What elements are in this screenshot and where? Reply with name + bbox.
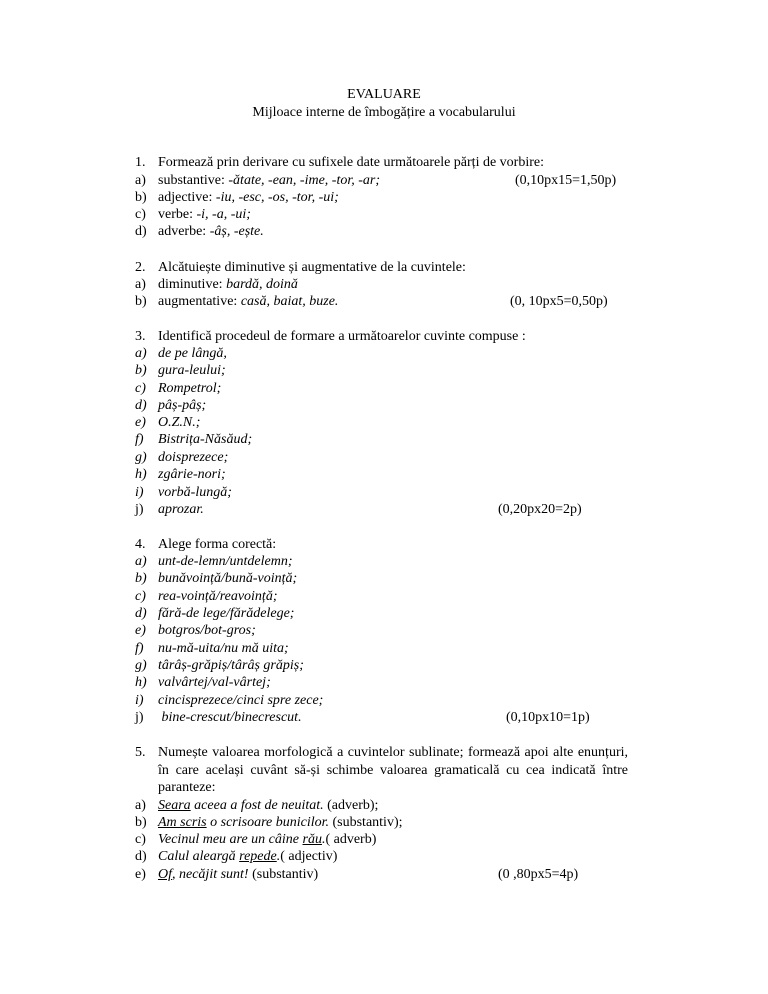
item-label: d)	[135, 606, 147, 621]
question-text: Identifică procedeul de formare a următoarelor cuvinte compuse :	[158, 329, 526, 344]
question-number: 3.	[135, 329, 146, 344]
item-label: g)	[135, 450, 147, 465]
item-text: unt-de-lemn/untdelemn;	[158, 554, 293, 569]
item-words: bardă, doină	[226, 277, 298, 292]
item-label: b)	[135, 815, 147, 830]
sentence-rest: , necăjit sunt!	[172, 867, 249, 882]
points-label: (0,10px10=1p)	[506, 710, 590, 725]
item-label: c)	[135, 589, 146, 604]
item-label: a)	[135, 173, 146, 188]
item-label: a)	[135, 277, 146, 292]
sentence-rest: o scrisoare bunicilor.	[206, 815, 329, 830]
underlined-word: Of	[158, 867, 172, 882]
item-text: fără-de lege/fărădelege;	[158, 606, 295, 621]
sentence-rest: .	[276, 849, 281, 864]
item-text: bine-crescut/binecrescut.	[158, 710, 302, 725]
underlined-word: repede	[239, 849, 277, 864]
item-text: zgârie-nori;	[158, 467, 226, 482]
item-text: doisprezece;	[158, 450, 229, 465]
item-label: f)	[135, 432, 144, 447]
item-prefix: diminutive:	[158, 277, 227, 292]
item-label: b)	[135, 363, 147, 378]
item-prefix: augmentative:	[158, 294, 241, 309]
item-text: botgros/bot-gros;	[158, 623, 256, 638]
target-value: ( adjectiv)	[280, 849, 338, 864]
item-prefix: adjective:	[158, 190, 216, 205]
item-label: a)	[135, 346, 147, 361]
target-value: ( adverb)	[325, 832, 377, 847]
item-text: vorbă-lungă;	[158, 485, 232, 500]
item-label: c)	[135, 381, 146, 396]
item-label: g)	[135, 658, 147, 673]
item-label: i)	[135, 485, 144, 500]
target-value: (adverb);	[323, 798, 379, 813]
item-label: f)	[135, 641, 144, 656]
item-label: b)	[135, 294, 147, 309]
target-value: (substantiv)	[248, 867, 319, 882]
item-text: bunăvoință/bună-voință;	[158, 571, 298, 586]
item-text: Bistrița-Năsăud;	[158, 432, 253, 447]
item-label: d)	[135, 849, 147, 864]
item-label: d)	[135, 224, 147, 239]
item-text: aprozar.	[158, 502, 204, 517]
question-number: 2.	[135, 260, 146, 275]
underlined-word: rău	[302, 832, 322, 847]
item-label: j)	[135, 502, 144, 517]
points-label: (0 ,80px5=4p)	[498, 867, 579, 882]
item-label: e)	[135, 415, 146, 430]
page-subtitle: Mijloace interne de îmbogățire a vocabularului	[252, 105, 516, 120]
question-text-line: Numește valoarea morfologică a cuvintelor sublinate; formează apoi alte enunțuri,	[158, 745, 628, 760]
sentence-start: Calul aleargă	[158, 849, 240, 864]
underlined-word: Am scris	[158, 815, 207, 830]
underlined-word: Seara	[158, 798, 191, 813]
question-number: 4.	[135, 537, 146, 552]
points-label: (0, 10px5=0,50p)	[510, 294, 608, 309]
item-prefix: substantive:	[158, 173, 229, 188]
item-text: cincisprezece/cinci spre zece;	[158, 693, 324, 708]
item-label: h)	[135, 467, 147, 482]
item-label: i)	[135, 693, 144, 708]
item-label: b)	[135, 190, 147, 205]
item-label: c)	[135, 207, 146, 222]
item-label: d)	[135, 398, 147, 413]
item-suffixes: -iu, -esc, -os, -tor, -ui;	[215, 190, 339, 205]
item-text: nu-mă-uita/nu mă uita;	[158, 641, 289, 656]
item-label: a)	[135, 798, 146, 813]
item-text: valvârtej/val-vârtej;	[158, 675, 271, 690]
question-number: 1.	[135, 155, 146, 170]
item-suffixes: -ătate, -ean, -ime, -tor, -ar;	[228, 173, 381, 188]
question-text: Alcătuiește diminutive și augmentative de la cuvintele:	[158, 260, 466, 275]
item-prefix: verbe:	[158, 207, 197, 222]
question-number: 5.	[135, 745, 146, 760]
question-text: Formează prin derivare cu sufixele date următoarele părți de vorbire:	[158, 155, 544, 170]
item-text: O.Z.N.;	[158, 415, 201, 430]
question-text: Alege forma corectă:	[158, 537, 277, 552]
sentence-rest: .	[321, 832, 326, 847]
item-suffixes: -âș, -ește.	[209, 224, 264, 239]
item-words: casă, baiat, buze.	[240, 294, 339, 309]
item-text: pâș-pâș;	[158, 398, 207, 413]
points-label: (0,10px15=1,50p)	[515, 173, 617, 188]
target-value: (substantiv);	[329, 815, 403, 830]
item-label: h)	[135, 675, 147, 690]
item-text: Rompetrol;	[158, 381, 222, 396]
item-label: a)	[135, 554, 147, 569]
item-text: de pe lângă,	[158, 346, 227, 361]
item-label: j)	[135, 710, 144, 725]
item-text: târâș-grăpiș/târâș grăpiș;	[158, 658, 304, 673]
item-label: e)	[135, 623, 146, 638]
item-text: gura-leului;	[158, 363, 226, 378]
sentence-rest: aceea a fost de neuitat.	[190, 798, 324, 813]
item-label: c)	[135, 832, 146, 847]
item-prefix: adverbe:	[158, 224, 210, 239]
item-label: b)	[135, 571, 147, 586]
page-title: EVALUARE	[347, 87, 421, 102]
item-label: e)	[135, 867, 146, 882]
sentence-start: Vecinul meu are un câine	[158, 832, 303, 847]
question-text-line: paranteze:	[158, 780, 216, 795]
question-text-line: în care același cuvânt să-și schimbe valoarea gramaticală cu cea indicată între	[158, 763, 628, 778]
item-suffixes: -i, -a, -ui;	[196, 207, 251, 222]
points-label: (0,20px20=2p)	[498, 502, 582, 517]
item-text: rea-voință/reavoință;	[158, 589, 278, 604]
